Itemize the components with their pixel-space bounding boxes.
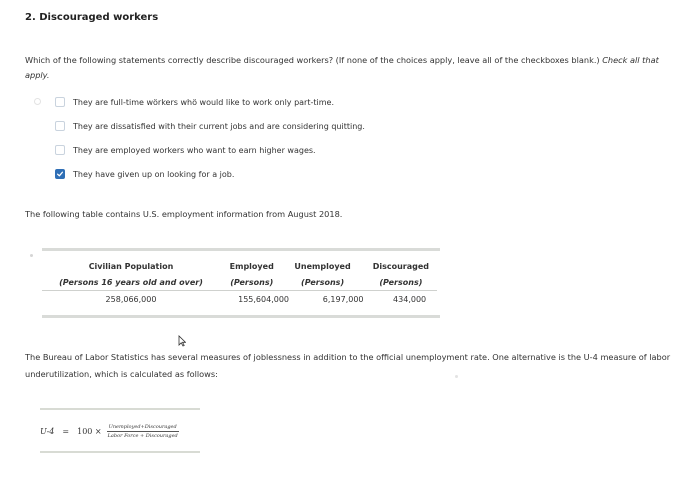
cell-civilian: 258,066,000 — [105, 294, 157, 304]
employment-table — [42, 248, 440, 318]
table-row — [42, 291, 440, 307]
subheader-employed: (Persons) — [230, 277, 274, 287]
choice-dissatisfied[interactable] — [55, 121, 365, 131]
header-civilian: Civilian Population — [88, 261, 174, 271]
u4-formula — [40, 424, 200, 439]
checkbox[interactable] — [55, 97, 65, 107]
choice-label: They have given up on looking for a job. — [73, 169, 235, 179]
checkbox[interactable] — [55, 145, 65, 155]
formula-lhs: U-4 — [40, 427, 55, 436]
header-employed: Employed — [229, 261, 274, 271]
radio-ghost — [34, 98, 41, 105]
formula-top-rule — [40, 408, 200, 410]
table-header-row — [42, 258, 440, 274]
cell-employed: 155,604,000 — [238, 294, 290, 304]
formula-fraction — [107, 424, 179, 439]
header-discouraged: Discouraged — [372, 261, 429, 271]
cell-unemployed: 6,197,000 — [322, 294, 364, 304]
question-instruction: Check all that apply. — [25, 55, 659, 80]
table-top-rule — [42, 248, 440, 251]
checkbox[interactable] — [55, 121, 65, 131]
cell-discouraged: 434,000 — [393, 294, 427, 304]
choice-label: They are employed workers who want to earn higher wages. — [73, 145, 316, 155]
table-subheader-row — [42, 274, 440, 290]
choice-full-time[interactable] — [55, 97, 334, 107]
checkbox-checked[interactable] — [55, 169, 65, 179]
header-unemployed: Unemployed — [294, 261, 351, 271]
formula-multiplier: 100 × — [77, 427, 102, 436]
question-text — [25, 53, 685, 83]
question-body: Which of the following statements correctly describe discouraged workers? (If none of the choices apply, leave all of the checkboxes blank.) — [25, 55, 603, 65]
section-title: 2. Discouraged workers — [25, 12, 159, 23]
choice-label: They are full-time wörkers whö would like to work only part-time. — [73, 97, 334, 107]
choice-higher-wages[interactable] — [55, 145, 316, 155]
stray-mark — [455, 375, 458, 378]
u4-formula-box — [40, 408, 200, 453]
formula-equals: = — [62, 427, 70, 436]
table-bottom-rule — [42, 315, 440, 318]
checkmark-icon — [56, 170, 64, 178]
formula-numerator: Unemployed+Discouraged — [108, 424, 177, 430]
subheader-discouraged: (Persons) — [379, 277, 423, 287]
cursor-icon — [178, 335, 186, 347]
formula-denominator: Labor Force + Discouraged — [107, 433, 178, 439]
table-intro: The following table contains U.S. employment information from August 2018. — [25, 209, 343, 219]
choice-label: They are dissatisfied with their current jobs and are considering quitting. — [73, 121, 365, 131]
subheader-civilian: (Persons 16 years old and over) — [59, 277, 203, 287]
choice-given-up[interactable] — [55, 169, 234, 179]
formula-bottom-rule — [40, 451, 200, 453]
row-marker — [30, 254, 33, 257]
subheader-unemployed: (Persons) — [301, 277, 345, 287]
bureau-text: The Bureau of Labor Statistics has several measures of joblessness in addition to the official unemployment rate. One alternative is the U-4 measure of labor underutilization, which is calculated as follows: — [25, 352, 671, 379]
